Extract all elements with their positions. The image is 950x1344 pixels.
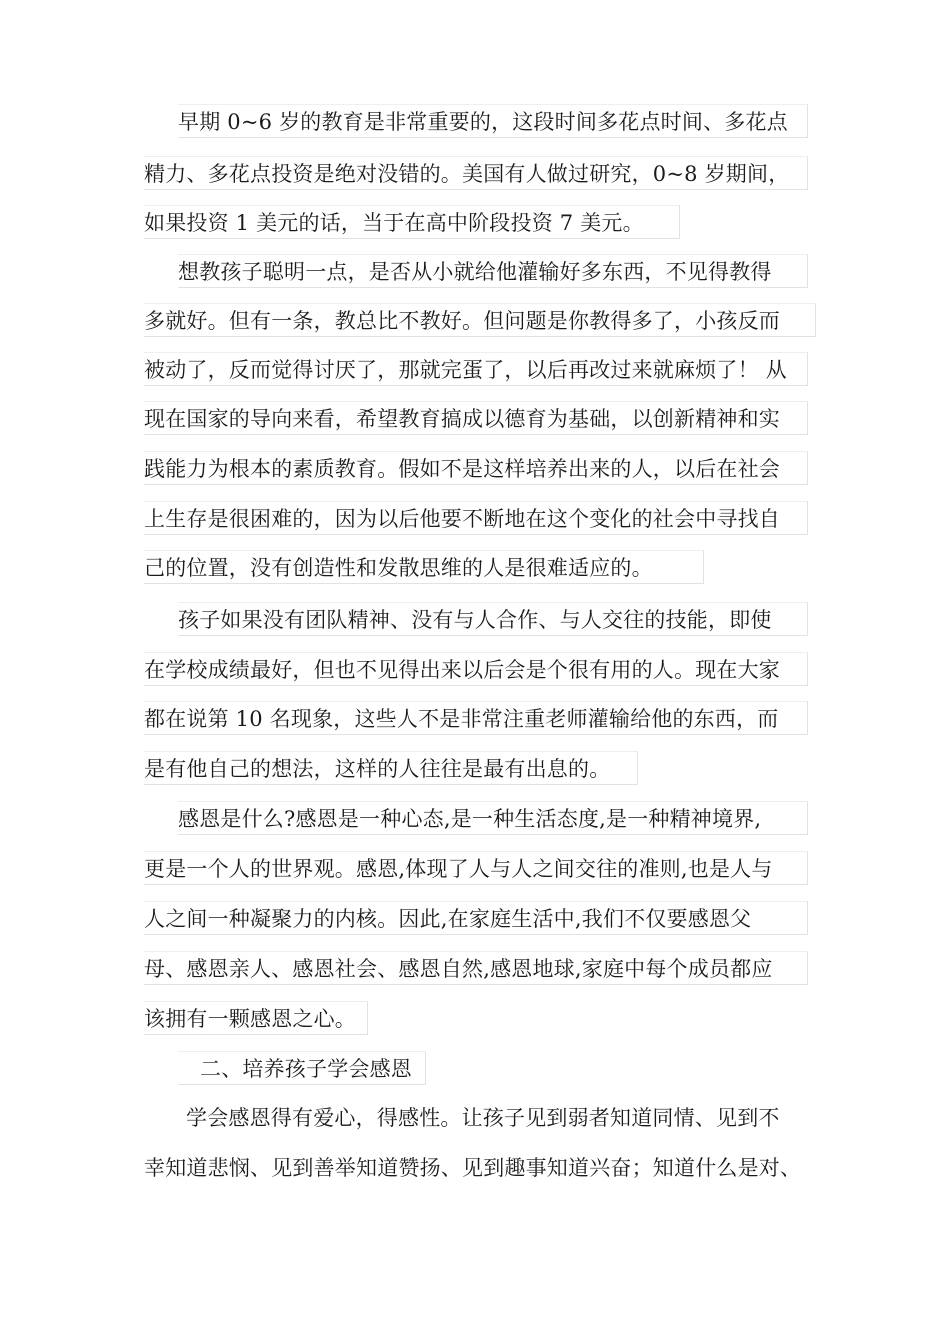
text-line: 被动了，反而觉得讨厌了，那就完蛋了，以后再改过来就麻烦了！ 从 (144, 352, 808, 386)
text-line: 己的位置，没有创造性和发散思维的人是很难适应的。 (144, 550, 704, 584)
text-line: 该拥有一颗感恩之心。 (144, 1001, 368, 1035)
text-line: 都在说第 10 名现象，这些人不是非常注重老师灌输给他的东西，而 (144, 701, 808, 735)
text-line: 多就好。但有一条，教总比不教好。但问题是你教得多了，小孩反而 (144, 303, 816, 337)
text-line: 孩子如果没有团队精神、没有与人合作、与人交往的技能，即使 (178, 602, 808, 636)
text-line: 上生存是很困难的，因为以后他要不断地在这个变化的社会中寻找自 (144, 501, 808, 535)
text-line: 幸知道悲悯、见到善举知道赞扬、见到趣事知道兴奋；知道什么是对、 (144, 1156, 802, 1180)
text-line: 人之间一种凝聚力的内核。因此,在家庭生活中,我们不仅要感恩父 (144, 901, 808, 935)
section-heading: 二、培养孩子学会感恩 (178, 1051, 426, 1085)
text-line: 是有他自己的想法，这样的人往往是最有出息的。 (144, 751, 638, 785)
text-line: 母、感恩亲人、感恩社会、感恩自然,感恩地球,家庭中每个成员都应 (144, 951, 808, 985)
text-line: 现在国家的导向来看，希望教育搞成以德育为基础，以创新精神和实 (144, 401, 808, 435)
text-line: 践能力为根本的素质教育。假如不是这样培养出来的人，以后在社会 (144, 451, 808, 485)
text-line: 感恩是什么?感恩是一种心态,是一种生活态度,是一种精神境界, (178, 801, 808, 835)
text-line: 早期 0~6 岁的教育是非常重要的，这段时间多花点时间、多花点 (178, 104, 808, 138)
text-line: 想教孩子聪明一点，是否从小就给他灌输好多东西，不见得教得 (178, 254, 808, 288)
text-line: 如果投资 1 美元的话，当于在高中阶段投资 7 美元。 (144, 205, 680, 239)
text-line: 更是一个人的世界观。感恩,体现了人与人之间交往的准则,也是人与 (144, 851, 808, 885)
text-line: 在学校成绩最好，但也不见得出来以后会是个很有用的人。现在大家 (144, 652, 808, 686)
text-line: 精力、多花点投资是绝对没错的。美国有人做过研究，0~8 岁期间， (144, 156, 808, 190)
text-line: 学会感恩得有爱心，得感性。让孩子见到弱者知道同情、见到不 (186, 1106, 780, 1130)
